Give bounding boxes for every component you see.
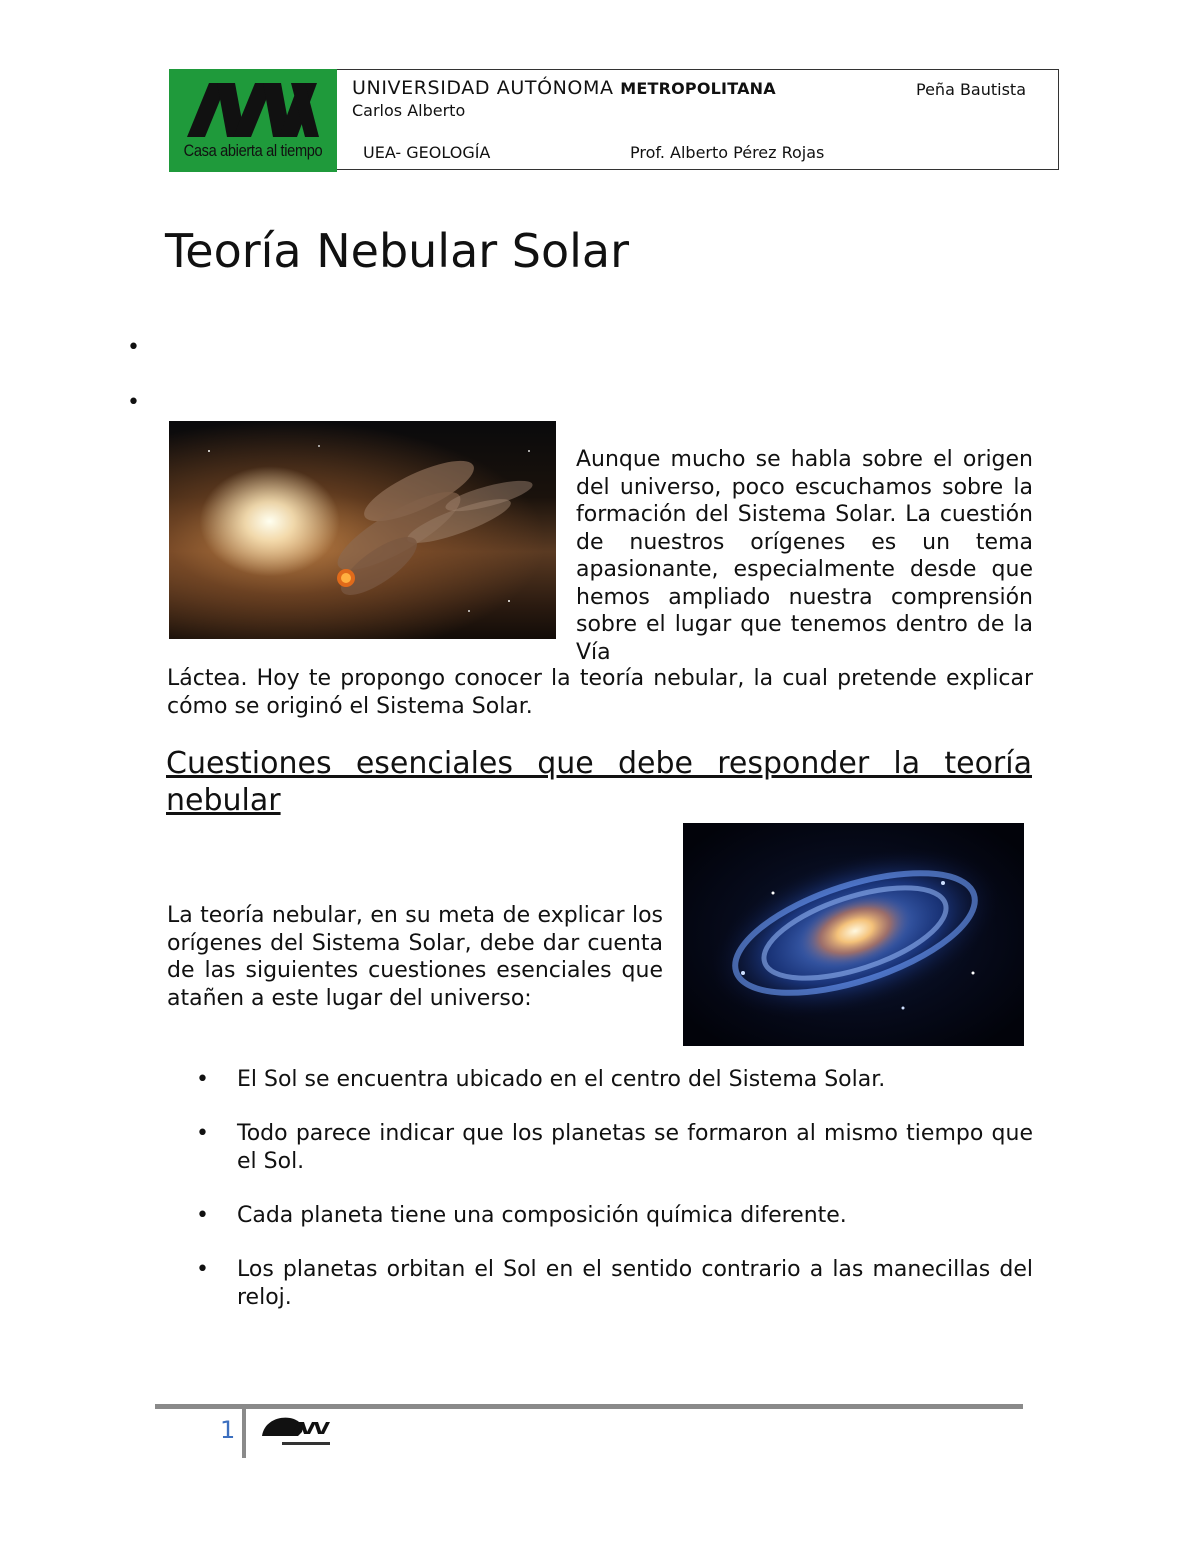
page-title: Teoría Nebular Solar	[165, 224, 630, 278]
footer-divider	[155, 1404, 1023, 1409]
course-name: UEA- GEOLOGÍA	[363, 143, 491, 162]
empty-bullet: •	[127, 390, 140, 415]
uam-logo-icon	[187, 81, 319, 139]
list-item: • Todo parece indicar que los planetas se formaron al mismo tiempo que el Sol.	[196, 1121, 1033, 1174]
galaxy-image	[683, 823, 1024, 1046]
list-item: • Cada planeta tiene una composición química diferente.	[196, 1203, 847, 1228]
logo-caption: Casa abierta al tiempo	[183, 141, 323, 160]
intro-paragraph-part-b: Láctea. Hoy te propongo conocer la teoría nebular, la cual pretende explicar cómo se originó el Sistema Solar.	[167, 666, 1033, 719]
essential-questions-list	[196, 1066, 1033, 1338]
empty-bullet: •	[127, 335, 140, 360]
uam-logo	[169, 69, 337, 172]
footer-vertical-divider	[242, 1409, 246, 1458]
list-item: • El Sol se encuentra ubicado en el centro del Sistema Solar.	[196, 1067, 886, 1092]
asteroid-collision-image	[169, 421, 556, 639]
professor-name: Prof. Alberto Pérez Rojas	[630, 143, 825, 162]
university-name: UNIVERSIDAD AUTÓNOMA METROPOLITANA	[352, 77, 776, 99]
page-number: 1	[220, 1416, 236, 1444]
author-first-name: Carlos Alberto	[352, 101, 466, 120]
section-paragraph: La teoría nebular, en su meta de explicar los orígenes del Sistema Solar, debe dar cuenta de las siguientes cuestiones esenciales que atañen a este lugar del universo:	[167, 903, 663, 1011]
footer-uam-logo-icon	[258, 1410, 336, 1458]
section-heading: Cuestiones esenciales que debe responder la teoría nebular	[166, 746, 1032, 818]
author-last-name: Peña Bautista	[916, 80, 1027, 99]
list-item: • Los planetas orbitan el Sol en el sentido contrario a las manecillas del reloj.	[196, 1257, 1033, 1310]
intro-paragraph-part-a: Aunque mucho se habla sobre el origen del universo, poco escuchamos sobre la formación del Sistema Solar. La cuestión de nuestros orígenes es un tema apasionante, especialmente desde que hemos ampliado nuestra comprensión sobre el lugar que tenemos dentro de la Vía	[576, 447, 1033, 665]
